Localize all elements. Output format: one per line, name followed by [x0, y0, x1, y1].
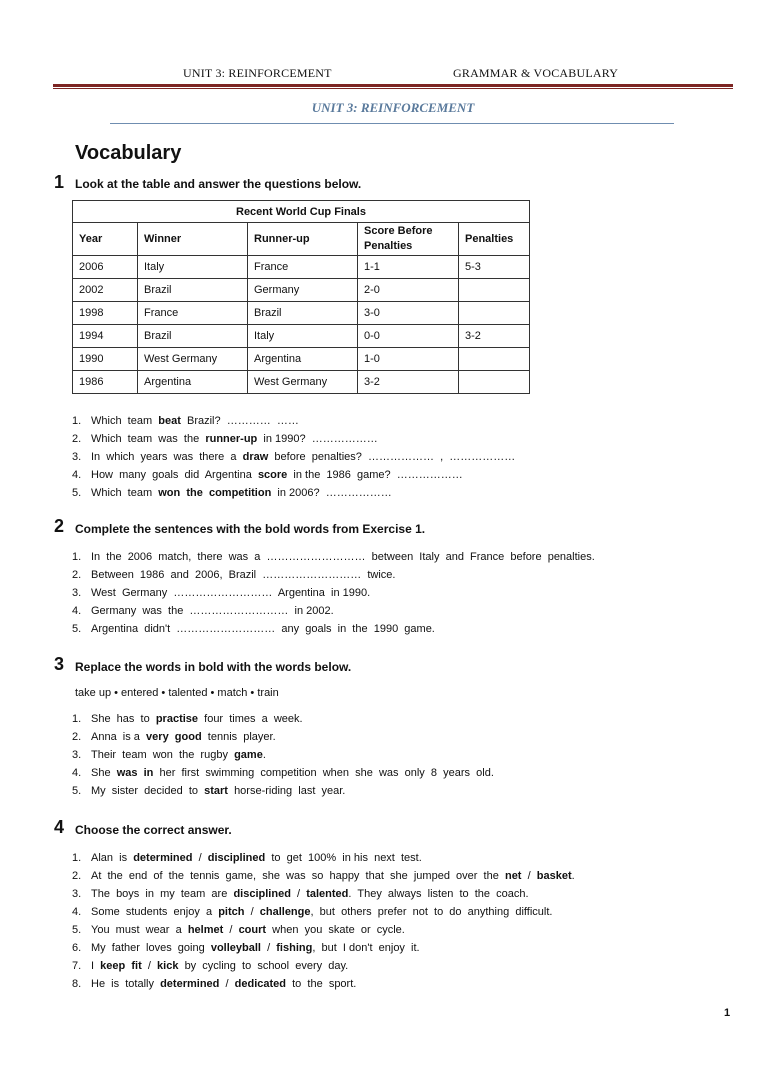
table-row [73, 302, 530, 325]
list-item [72, 566, 595, 584]
item-text: The boys in my team are [91, 888, 234, 900]
item-number: 4. [72, 469, 82, 481]
list-item [72, 448, 515, 466]
item-text: when you skate or cycle. [266, 924, 405, 936]
item-text: / [290, 888, 307, 900]
item-number: 2. [72, 870, 82, 882]
item-text: Which team was the [91, 433, 206, 445]
table-title: Recent World Cup Finals [73, 201, 530, 223]
item-text: Between 1986 and 2006, Brazil ……………………… twice. [91, 569, 396, 581]
item-number: 3. [72, 587, 82, 599]
table-cell: West Germany [248, 371, 358, 394]
item-text: / [219, 978, 235, 990]
item-text: / [260, 942, 277, 954]
item-text: to the sport. [286, 978, 357, 990]
bold-word: keep fit [100, 960, 142, 972]
list-item [72, 728, 494, 746]
table-cell: 2006 [73, 256, 138, 279]
item-text: . They always listen to the coach. [348, 888, 529, 900]
list-item [72, 975, 575, 993]
item-text: in 1990? ……………… [257, 433, 378, 445]
item-number: 1. [72, 415, 82, 427]
table-cell: France [248, 256, 358, 279]
table-row [73, 325, 530, 348]
exercise-3-list [72, 710, 494, 800]
vocabulary-heading: Vocabulary [75, 142, 182, 164]
section-1-title: Look at the table and answer the questions below. [75, 177, 362, 191]
table-cell: West Germany [138, 348, 248, 371]
bold-word: score [257, 469, 288, 481]
unit-title: UNIT 3: REINFORCEMENT [311, 100, 475, 115]
word-options: take up • entered • talented • match • train [75, 687, 279, 699]
table-cell: Italy [138, 256, 248, 279]
item-text: She has to [91, 713, 156, 725]
table-cell [459, 371, 530, 394]
item-number: 6. [72, 942, 82, 954]
list-item [72, 939, 575, 957]
bold-word: disciplined [233, 888, 291, 900]
item-number: 3. [72, 749, 82, 761]
item-text: / [192, 852, 208, 864]
item-text: her first swimming competition when she was only 8 years old. [153, 767, 494, 779]
item-text: Alan is [91, 852, 134, 864]
item-number: 2. [72, 569, 82, 581]
table-cell: 2002 [73, 279, 138, 302]
item-text: horse-riding last year. [227, 785, 346, 797]
table-cell: 3-2 [358, 371, 459, 394]
bold-word: game [234, 749, 263, 761]
item-text: How many goals did Argentina [91, 469, 258, 481]
item-text: West Germany ……………………… Argentina in 1990. [91, 587, 371, 599]
table-row [73, 256, 530, 279]
item-text: four times a week. [198, 713, 303, 725]
list-item [72, 620, 595, 638]
section-1-number: 1 [54, 172, 65, 192]
item-number: 5. [72, 623, 82, 635]
exercise-2-list [72, 548, 595, 638]
list-item [72, 764, 494, 782]
section-4-title: Choose the correct answer. [75, 823, 232, 837]
item-text: / [244, 906, 260, 918]
list-item [72, 746, 494, 764]
table-cell: Argentina [248, 348, 358, 371]
table-cell: 1994 [73, 325, 138, 348]
bold-word: determined [133, 852, 193, 864]
bold-word: pitch [218, 906, 245, 918]
bold-word: fishing [276, 942, 313, 954]
list-item [72, 921, 575, 939]
bold-word: very good [146, 731, 202, 743]
item-text: in the 1986 game? ……………… [287, 469, 463, 481]
bold-word: basket [536, 870, 572, 882]
item-text: Which team [91, 487, 159, 499]
list-item [72, 957, 575, 975]
item-text: My father loves going [91, 942, 211, 954]
item-text: Which team [91, 415, 159, 427]
section-2-title: Complete the sentences with the bold words from Exercise 1. [75, 522, 426, 536]
list-item [72, 782, 494, 800]
bold-word: volleyball [210, 942, 261, 954]
page-number: 1 [724, 1007, 731, 1019]
table-cell: 1990 [73, 348, 138, 371]
bold-word: practise [155, 713, 199, 725]
item-text: Germany was the ……………………… in 2002. [91, 605, 334, 617]
table-header-cell: Penalties [459, 223, 530, 256]
item-number: 5. [72, 487, 82, 499]
list-item [72, 710, 494, 728]
item-text: / [141, 960, 158, 972]
list-item [72, 412, 515, 430]
item-text: tennis player. [201, 731, 276, 743]
item-number: 7. [72, 960, 82, 972]
list-item [72, 584, 595, 602]
table-cell: 3-2 [459, 325, 530, 348]
title-rule [110, 123, 674, 124]
exercise-1-list [72, 412, 515, 502]
table-cell: Argentina [138, 371, 248, 394]
bold-word: draw [242, 451, 269, 463]
list-item [72, 602, 595, 620]
item-number: 4. [72, 605, 82, 617]
table-header-cell: Runner-up [248, 223, 358, 256]
world-cup-table [72, 200, 530, 394]
exercise-4-list [72, 849, 575, 993]
table-cell: 5-3 [459, 256, 530, 279]
bold-word: disciplined [207, 852, 266, 864]
table-row [73, 348, 530, 371]
item-text: . [571, 870, 575, 882]
item-text: She [91, 767, 117, 779]
bold-word: challenge [259, 906, 311, 918]
table-cell: Brazil [138, 325, 248, 348]
item-number: 2. [72, 731, 82, 743]
bold-word: start [204, 785, 228, 797]
item-number: 1. [72, 551, 82, 563]
table-cell: 1-0 [358, 348, 459, 371]
table-cell [459, 348, 530, 371]
list-item [72, 430, 515, 448]
list-item [72, 849, 575, 867]
table-header-cell: Year [73, 223, 138, 256]
table-cell: 3-0 [358, 302, 459, 325]
item-text: In the 2006 match, there was a ……………………… between Italy and France before penalties. [91, 551, 595, 563]
table-cell: Brazil [248, 302, 358, 325]
item-text: At the end of the tennis game, she was so happy that she jumped over the [91, 870, 505, 882]
header-rule-thin [53, 88, 733, 89]
item-text: Their team won the rugby [91, 749, 235, 761]
table-cell: France [138, 302, 248, 325]
table-cell: 2-0 [358, 279, 459, 302]
bold-word: talented [306, 888, 349, 900]
item-text: / [223, 924, 239, 936]
list-item [72, 466, 515, 484]
item-text: I [91, 960, 101, 972]
item-text: , but I don't enjoy it. [312, 942, 420, 954]
item-number: 8. [72, 978, 82, 990]
item-number: 2. [72, 433, 82, 445]
table-row [73, 279, 530, 302]
bold-word: court [238, 924, 267, 936]
item-number: 5. [72, 785, 82, 797]
table-cell: 1998 [73, 302, 138, 325]
table-cell: 0-0 [358, 325, 459, 348]
item-number: 3. [72, 451, 82, 463]
bold-word: helmet [187, 924, 224, 936]
bold-word: kick [157, 960, 179, 972]
bold-word: determined [160, 978, 220, 990]
header-left: UNIT 3: REINFORCEMENT [183, 66, 332, 80]
item-text: My sister decided to [91, 785, 205, 797]
item-text: Anna is a [91, 731, 147, 743]
list-item [72, 484, 515, 502]
section-2-number: 2 [54, 516, 65, 536]
table-header-cell: Winner [138, 223, 248, 256]
item-text: You must wear a [91, 924, 188, 936]
list-item [72, 885, 575, 903]
item-text: to get 100% in his next test. [265, 852, 422, 864]
item-text: . [262, 749, 266, 761]
table-cell: 1-1 [358, 256, 459, 279]
list-item [72, 867, 575, 885]
list-item [72, 903, 575, 921]
item-text: , but others prefer not to do anything difficult. [310, 906, 553, 918]
bold-word: won the competition [158, 487, 272, 499]
item-text: In which years was there a [91, 451, 243, 463]
section-3-number: 3 [54, 654, 65, 674]
item-text: Brazil? ………… …… [180, 415, 299, 427]
item-text: before penalties? ……………… , ……………… [268, 451, 516, 463]
table-cell [459, 302, 530, 325]
item-text: Some students enjoy a [91, 906, 219, 918]
table-row [73, 371, 530, 394]
item-text: He is totally [91, 978, 161, 990]
bold-word: beat [158, 415, 181, 427]
table-cell [459, 279, 530, 302]
item-text: by cycling to school every day. [178, 960, 349, 972]
bold-word: was in [116, 767, 154, 779]
item-text: in 2006? ……………… [271, 487, 392, 499]
item-number: 1. [72, 852, 82, 864]
header-rule [53, 84, 733, 87]
bold-word: runner-up [205, 433, 258, 445]
bold-word: dedicated [234, 978, 287, 990]
item-number: 1. [72, 713, 82, 725]
item-number: 4. [72, 906, 82, 918]
table-cell: Italy [248, 325, 358, 348]
item-number: 4. [72, 767, 82, 779]
bold-word: net [504, 870, 522, 882]
item-text: Argentina didn't ……………………… any goals in the 1990 game. [91, 623, 435, 635]
item-number: 5. [72, 924, 82, 936]
table-cell: Germany [248, 279, 358, 302]
list-item [72, 548, 595, 566]
item-number: 3. [72, 888, 82, 900]
table-header-cell: Score Before Penalties [358, 223, 459, 256]
item-text: / [521, 870, 537, 882]
header-right: GRAMMAR & VOCABULARY [453, 66, 619, 80]
section-3-title: Replace the words in bold with the words below. [75, 660, 352, 674]
table-cell: Brazil [138, 279, 248, 302]
section-4-number: 4 [54, 817, 65, 837]
table-cell: 1986 [73, 371, 138, 394]
